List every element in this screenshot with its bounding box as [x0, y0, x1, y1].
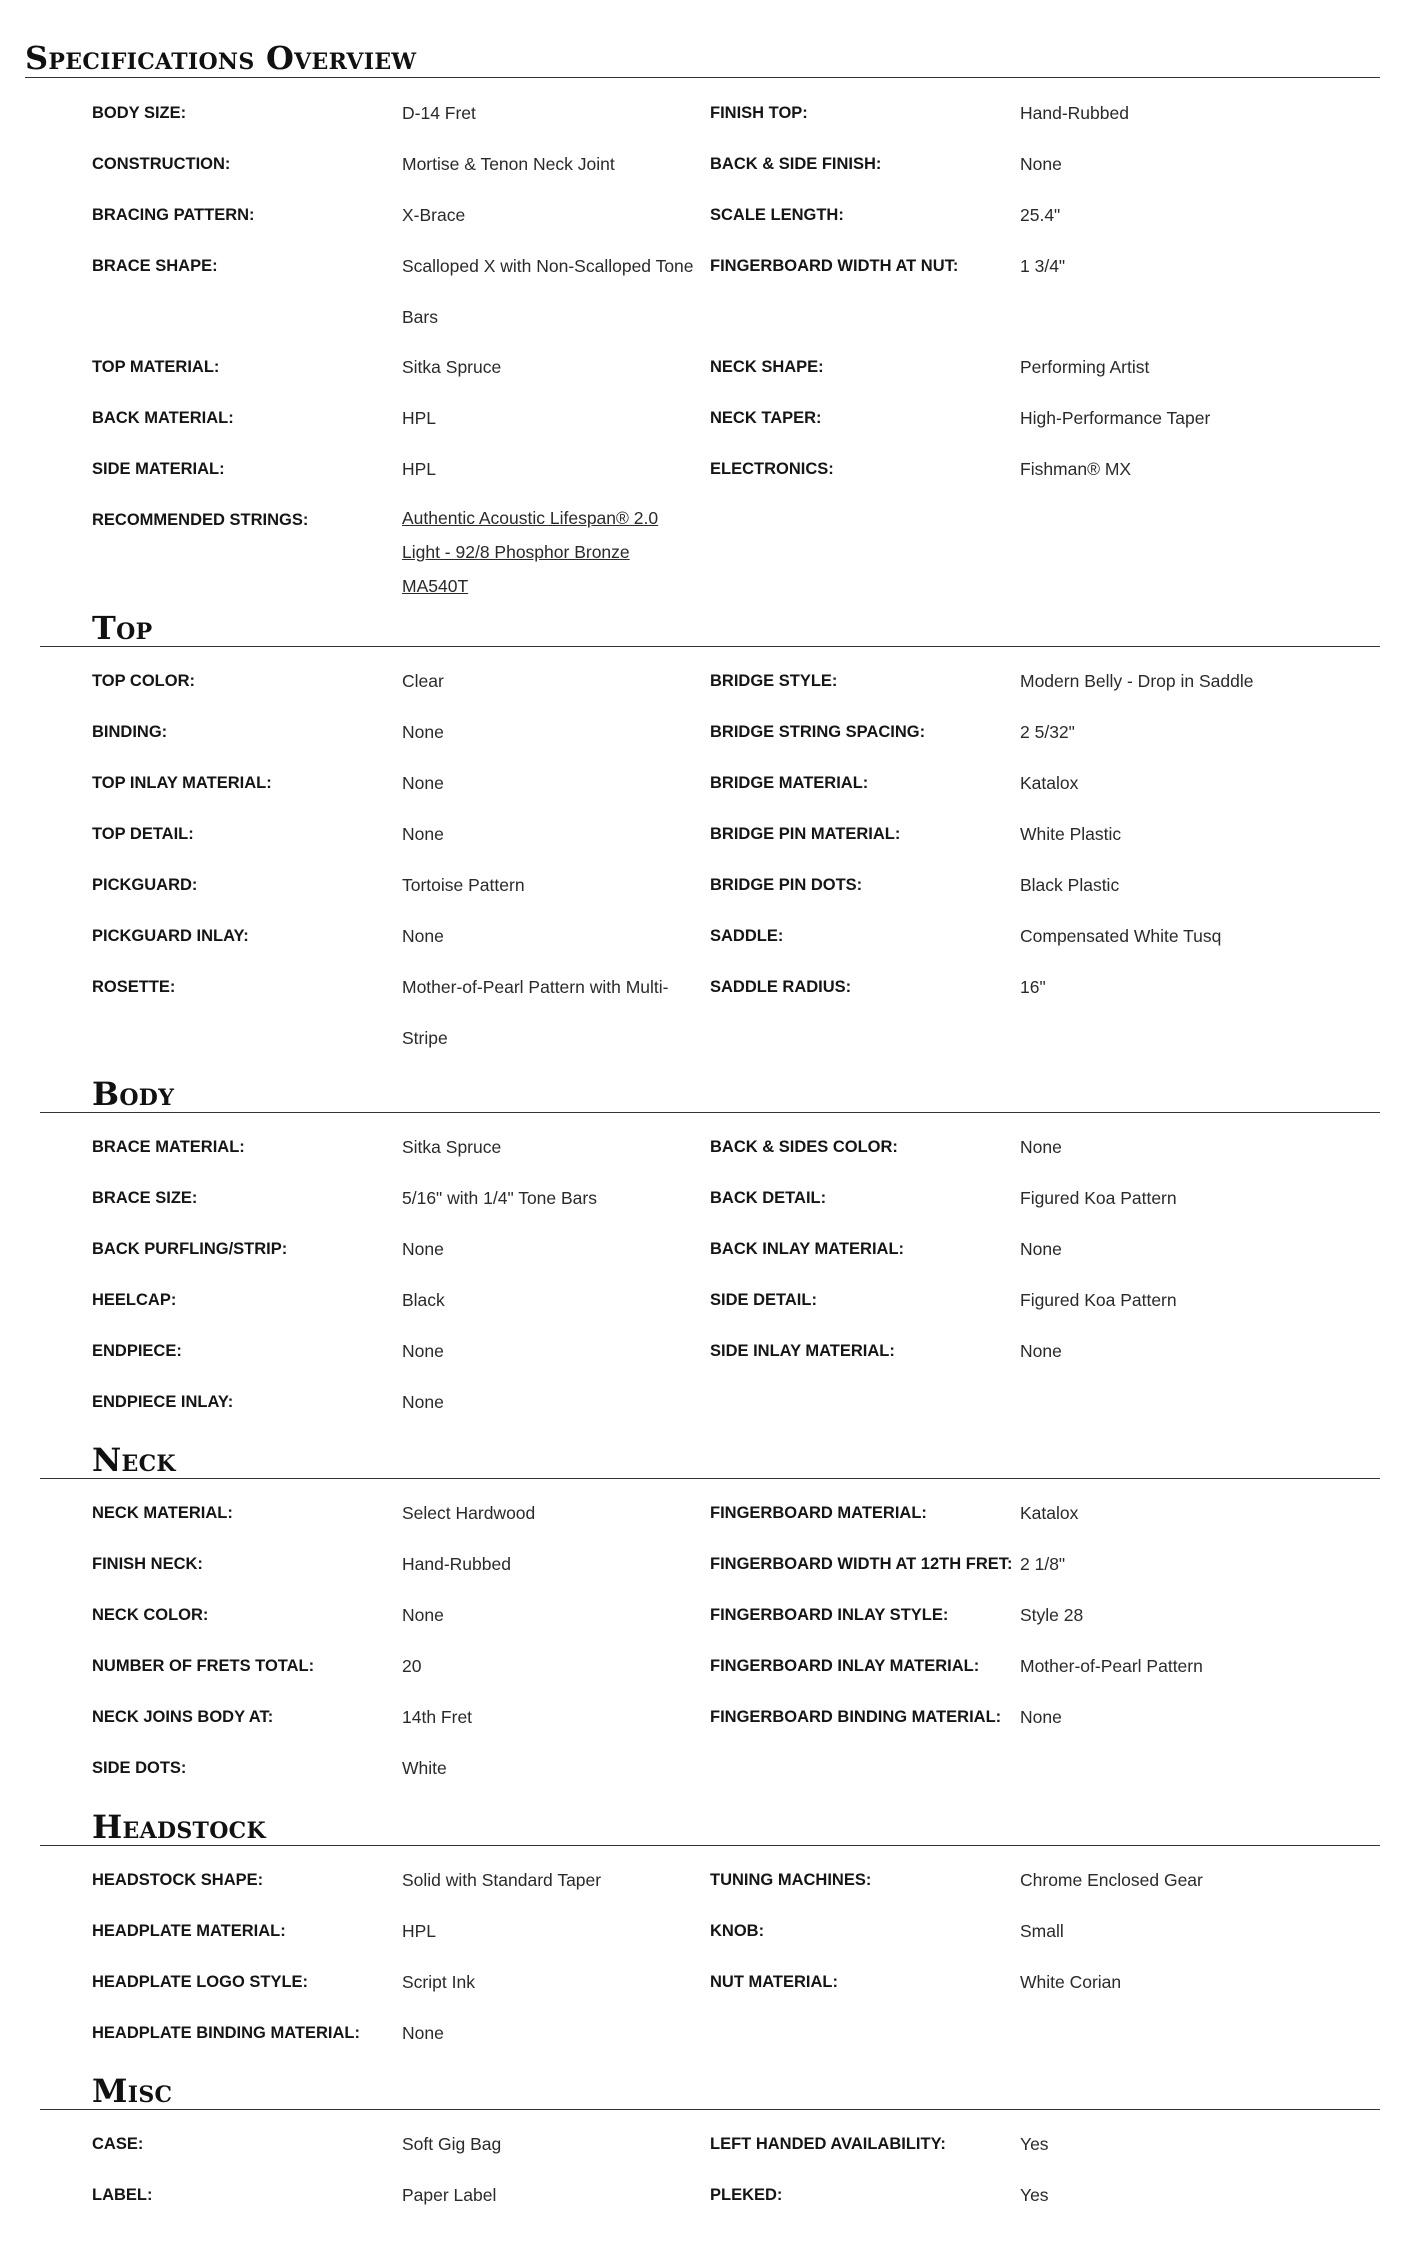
spec-label: LABEL: [92, 2186, 153, 2204]
spec-row [0, 1488, 1412, 1539]
spec-value: Scalloped X with Non-Scalloped Tone Bars [402, 256, 694, 327]
spec-label: HEELCAP: [92, 1291, 177, 1309]
spec-label: NECK COLOR: [92, 1606, 209, 1624]
spec-value: Select Hardwood [402, 1503, 536, 1523]
spec-value: Style 28 [1020, 1605, 1084, 1625]
spec-label: NECK MATERIAL: [92, 1504, 233, 1522]
spec-label: RECOMMENDED STRINGS: [92, 511, 309, 529]
spec-row [0, 1173, 1412, 1224]
spec-label: BRIDGE STRING SPACING: [710, 723, 926, 741]
spec-label: SADDLE: [710, 927, 784, 945]
spec-value: 1 3/4" [1020, 256, 1066, 276]
spec-row [0, 1122, 1412, 1173]
spec-value [402, 495, 698, 603]
spec-label: BRIDGE MATERIAL: [710, 774, 869, 792]
spec-value: High-Performance Taper [1020, 408, 1211, 428]
spec-value: Sitka Spruce [402, 1137, 502, 1157]
spec-label: PLEKED: [710, 2186, 783, 2204]
spec-value: None [402, 773, 444, 793]
spec-value: Tortoise Pattern [402, 875, 525, 895]
spec-value: Figured Koa Pattern [1020, 1188, 1177, 1208]
spec-row [0, 1326, 1412, 1377]
spec-row [0, 342, 1412, 393]
spec-value: Mortise & Tenon Neck Joint [402, 154, 615, 174]
spec-label: TOP INLAY MATERIAL: [92, 774, 272, 792]
section-divider [40, 2109, 1380, 2110]
spec-row [0, 1224, 1412, 1275]
spec-label: BACK INLAY MATERIAL: [710, 1240, 905, 1258]
spec-row [0, 1692, 1412, 1743]
spec-value: Figured Koa Pattern [1020, 1290, 1177, 1310]
spec-label: SIDE MATERIAL: [92, 460, 225, 478]
spec-value: Yes [1020, 2134, 1049, 2154]
spec-value: None [402, 1392, 444, 1412]
spec-value: None [402, 824, 444, 844]
spec-label: SIDE INLAY MATERIAL: [710, 1342, 895, 1360]
spec-label: FINISH TOP: [710, 104, 808, 122]
spec-label: HEADPLATE BINDING MATERIAL: [92, 2024, 360, 2042]
spec-row [0, 393, 1412, 444]
spec-row [0, 1906, 1412, 1957]
spec-value: Mother-of-Pearl Pattern with Multi-Stripe [402, 977, 669, 1048]
spec-label: FINGERBOARD BINDING MATERIAL: [710, 1708, 1002, 1726]
spec-value: Paper Label [402, 2185, 497, 2205]
spec-value: Katalox [1020, 1503, 1079, 1523]
spec-row [0, 656, 1412, 707]
spec-label: FINISH NECK: [92, 1555, 203, 1573]
section-title-body: Body [92, 1075, 175, 1113]
spec-label: ENDPIECE INLAY: [92, 1393, 234, 1411]
spec-value: 20 [402, 1656, 422, 1676]
spec-label: BODY SIZE: [92, 104, 187, 122]
spec-value: Sitka Spruce [402, 357, 502, 377]
spec-value: Performing Artist [1020, 357, 1150, 377]
spec-value: Clear [402, 671, 444, 691]
spec-row [0, 911, 1412, 962]
spec-row [0, 1855, 1412, 1906]
spec-value: Katalox [1020, 773, 1079, 793]
spec-label: FINGERBOARD WIDTH AT 12TH FRET: [710, 1555, 1013, 1573]
spec-row [0, 1590, 1412, 1641]
spec-value: 5/16" with 1/4" Tone Bars [402, 1188, 597, 1208]
spec-value: White [402, 1758, 447, 1778]
spec-label: ROSETTE: [92, 978, 176, 996]
spec-label: ENDPIECE: [92, 1342, 182, 1360]
spec-label: SCALE LENGTH: [710, 206, 844, 224]
spec-value: Hand-Rubbed [402, 1554, 511, 1574]
spec-value: Soft Gig Bag [402, 2134, 502, 2154]
spec-label: CASE: [92, 2135, 144, 2153]
spec-label: FINGERBOARD INLAY MATERIAL: [710, 1657, 980, 1675]
spec-row [0, 860, 1412, 911]
spec-value: Chrome Enclosed Gear [1020, 1870, 1203, 1890]
section-divider [40, 1478, 1380, 1479]
spec-value: Script Ink [402, 1972, 475, 1992]
spec-value: None [1020, 154, 1062, 174]
section-divider [40, 1112, 1380, 1113]
spec-label: FINGERBOARD INLAY STYLE: [710, 1606, 949, 1624]
spec-row [0, 2008, 1412, 2059]
spec-value: None [402, 926, 444, 946]
spec-label: TUNING MACHINES: [710, 1871, 872, 1889]
section-title-top: Top [92, 609, 153, 647]
spec-label: NECK JOINS BODY AT: [92, 1708, 274, 1726]
spec-row [0, 1539, 1412, 1590]
spec-label: BRIDGE PIN MATERIAL: [710, 825, 901, 843]
spec-value: 16" [1020, 977, 1046, 997]
spec-row [0, 2170, 1412, 2221]
spec-value: None [1020, 1239, 1062, 1259]
spec-label: BRACE MATERIAL: [92, 1138, 245, 1156]
spec-value: None [402, 2023, 444, 2043]
spec-label: BRACE SHAPE: [92, 257, 218, 275]
spec-label: ELECTRONICS: [710, 460, 834, 478]
spec-label: HEADPLATE MATERIAL: [92, 1922, 286, 1940]
spec-label: TOP MATERIAL: [92, 358, 220, 376]
spec-row [0, 139, 1412, 190]
recommended-strings-link[interactable]: Authentic Acoustic Lifespan® 2.0 Light - 92/8 Phosphor Bronze MA540T [402, 508, 659, 596]
spec-row [0, 88, 1412, 139]
spec-row [0, 241, 1412, 343]
spec-label: BINDING: [92, 723, 168, 741]
spec-value: 2 1/8" [1020, 1554, 1066, 1574]
spec-value: D-14 Fret [402, 103, 476, 123]
spec-row [0, 1377, 1412, 1428]
spec-value: HPL [402, 459, 437, 479]
spec-label: NECK TAPER: [710, 409, 822, 427]
spec-value: None [1020, 1707, 1062, 1727]
spec-value: Solid with Standard Taper [402, 1870, 602, 1890]
spec-label: BRACE SIZE: [92, 1189, 198, 1207]
spec-value: X-Brace [402, 205, 466, 225]
section-divider [40, 646, 1380, 647]
spec-label: HEADPLATE LOGO STYLE: [92, 1973, 309, 1991]
spec-value: Compensated White Tusq [1020, 926, 1222, 946]
spec-label: LEFT HANDED AVAILABILITY: [710, 2135, 946, 2153]
spec-label: BACK PURFLING/STRIP: [92, 1240, 288, 1258]
spec-row [0, 1743, 1412, 1794]
spec-value: Yes [1020, 2185, 1049, 2205]
spec-label: BACK & SIDES COLOR: [710, 1138, 898, 1156]
spec-row [0, 1957, 1412, 2008]
spec-value: Hand-Rubbed [1020, 103, 1129, 123]
spec-value: Modern Belly - Drop in Saddle [1020, 671, 1254, 691]
spec-label: BRACING PATTERN: [92, 206, 255, 224]
spec-row [0, 444, 1412, 495]
section-title-misc: Misc [92, 2072, 173, 2110]
section-title-neck: Neck [92, 1441, 176, 1479]
spec-label: SADDLE RADIUS: [710, 978, 852, 996]
spec-label: SIDE DOTS: [92, 1759, 187, 1777]
spec-value: None [402, 1239, 444, 1259]
spec-label: FINGERBOARD MATERIAL: [710, 1504, 927, 1522]
spec-label: NECK SHAPE: [710, 358, 824, 376]
spec-row [0, 1275, 1412, 1326]
spec-label: FINGERBOARD WIDTH AT NUT: [710, 257, 959, 275]
spec-row [0, 758, 1412, 809]
spec-value: White Corian [1020, 1972, 1122, 1992]
spec-label: NUMBER OF FRETS TOTAL: [92, 1657, 315, 1675]
spec-label: BACK & SIDE FINISH: [710, 155, 882, 173]
spec-label: PICKGUARD INLAY: [92, 927, 249, 945]
spec-row [0, 809, 1412, 860]
spec-row [0, 707, 1412, 758]
spec-label: BRIDGE STYLE: [710, 672, 838, 690]
spec-value: Mother-of-Pearl Pattern [1020, 1656, 1203, 1676]
section-divider [40, 1845, 1380, 1846]
section-divider [25, 77, 1380, 78]
spec-row [0, 495, 1412, 596]
section-title-headstock: Headstock [92, 1808, 266, 1846]
spec-value: Small [1020, 1921, 1064, 1941]
spec-value: 2 5/32" [1020, 722, 1075, 742]
spec-label: BACK MATERIAL: [92, 409, 234, 427]
spec-row [0, 1641, 1412, 1692]
spec-label: BRIDGE PIN DOTS: [710, 876, 863, 894]
spec-label: BACK DETAIL: [710, 1189, 827, 1207]
spec-value: Black [402, 1290, 445, 1310]
spec-value: 25.4" [1020, 205, 1061, 225]
spec-value: Black Plastic [1020, 875, 1120, 895]
spec-value: None [402, 722, 444, 742]
spec-value: None [1020, 1341, 1062, 1361]
spec-label: CONSTRUCTION: [92, 155, 231, 173]
spec-value: Fishman® MX [1020, 459, 1132, 479]
spec-label: HEADSTOCK SHAPE: [92, 1871, 264, 1889]
spec-label: KNOB: [710, 1922, 765, 1940]
spec-label: SIDE DETAIL: [710, 1291, 817, 1309]
spec-label: TOP DETAIL: [92, 825, 194, 843]
spec-row [0, 190, 1412, 241]
spec-value: None [1020, 1137, 1062, 1157]
spec-row [0, 2119, 1412, 2170]
spec-value: None [402, 1341, 444, 1361]
spec-label: NUT MATERIAL: [710, 1973, 839, 1991]
spec-value: 14th Fret [402, 1707, 473, 1727]
spec-value: White Plastic [1020, 824, 1122, 844]
spec-value: None [402, 1605, 444, 1625]
spec-label: PICKGUARD: [92, 876, 198, 894]
section-title-specifications-overview: Specifications Overview [25, 39, 417, 77]
spec-row [0, 962, 1412, 1064]
spec-value: HPL [402, 1921, 437, 1941]
spec-label: TOP COLOR: [92, 672, 195, 690]
spec-value: HPL [402, 408, 437, 428]
